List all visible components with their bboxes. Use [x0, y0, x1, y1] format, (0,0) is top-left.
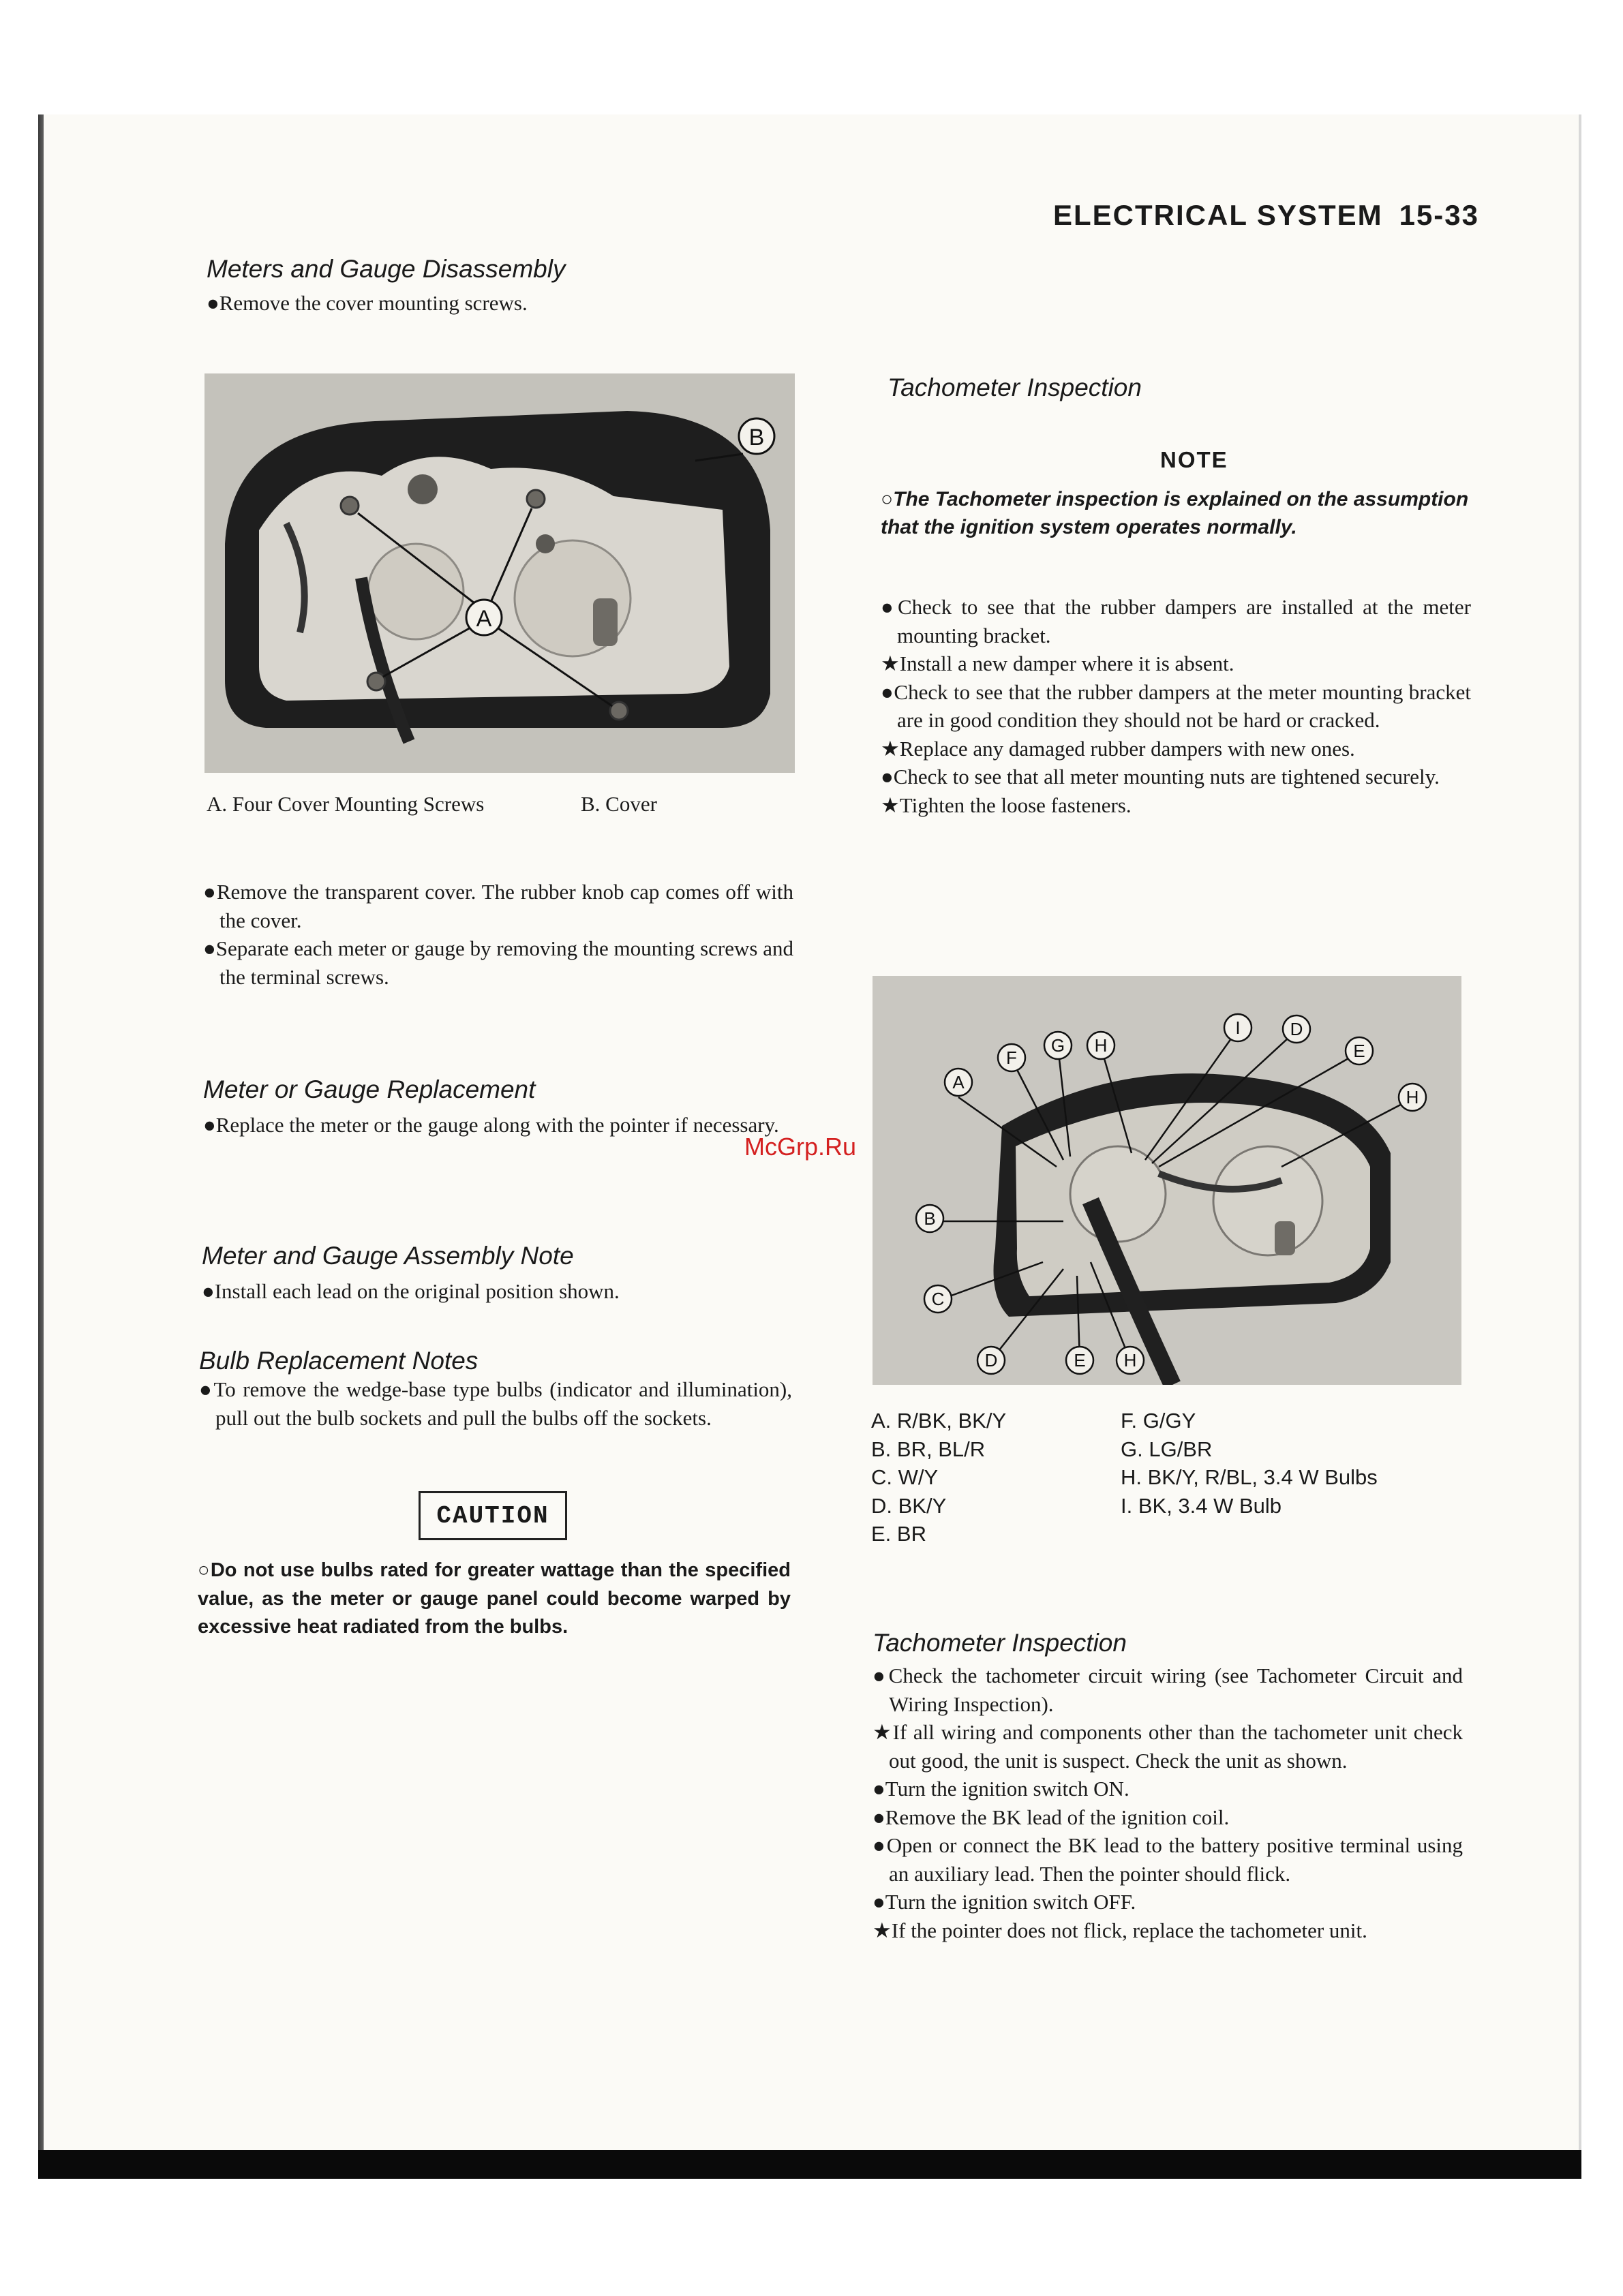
step-mark: ★ — [873, 1918, 892, 1942]
tach2-step — [873, 1775, 1463, 1803]
heading-assembly: Meter and Gauge Assembly Note — [202, 1242, 574, 1270]
step-text: Replace any damaged rubber dampers with new ones. — [899, 736, 1355, 761]
step-mark: ★ — [881, 793, 900, 817]
step-text: Check to see that all meter mounting nuts are tightened securely. — [893, 765, 1440, 789]
tach1-step — [881, 763, 1471, 791]
step-text: If the pointer does not flick, replace the tachometer unit. — [891, 1918, 1367, 1942]
circle-mark: ○ — [198, 1559, 211, 1581]
legend-item: G. LG/BR — [1121, 1437, 1213, 1461]
step-mark: ● — [873, 1805, 885, 1829]
step-mark: ● — [881, 765, 894, 789]
caution-label: CAUTION — [419, 1491, 567, 1540]
section-title: ELECTRICAL SYSTEM — [1053, 199, 1383, 231]
photo2-label-d-top: D — [1290, 1019, 1303, 1039]
legend-item: F. G/GY — [1121, 1409, 1196, 1433]
cover-step — [203, 934, 793, 991]
step-text: Tighten the loose fasteners. — [899, 793, 1132, 817]
bullet-text: Remove the cover mounting screws. — [219, 291, 528, 315]
step-mark: ★ — [881, 652, 900, 675]
legend-item: A. R/BK, BK/Y — [871, 1409, 1007, 1433]
tach1-steps — [881, 593, 1471, 819]
step-text: Open or connect the BK lead to the battery positive terminal using an auxiliary lead. Then the pointer should flick. — [886, 1833, 1463, 1886]
cover-steps — [203, 878, 793, 991]
tach2-step — [873, 1803, 1463, 1832]
photo2-label-h-top: H — [1094, 1035, 1108, 1056]
photo1-caption-a: A. Four Cover Mounting Screws — [207, 792, 485, 816]
tach1-step — [881, 649, 1471, 678]
tach2-step — [873, 1916, 1463, 1945]
photo2-label-a: A — [952, 1072, 965, 1092]
step-mark: ● — [873, 1777, 885, 1801]
meter-cover-illustration — [204, 373, 795, 773]
bullet-dot: ● — [203, 936, 216, 960]
heading-tachometer-2: Tachometer Inspection — [873, 1629, 1127, 1657]
legend-item: H. BK/Y, R/BL, 3.4 W Bulbs — [1121, 1465, 1378, 1489]
tach2-steps — [873, 1662, 1463, 1944]
tach1-step — [881, 735, 1471, 763]
photo2-label-i: I — [1235, 1017, 1241, 1038]
photo2-label-b: B — [924, 1208, 936, 1229]
step-mark: ● — [873, 1833, 887, 1857]
step-text: Check to see that the rubber dampers are installed at the meter mounting bracket. — [897, 595, 1472, 647]
step-mark: ★ — [873, 1720, 893, 1744]
legend-item: C. W/Y — [871, 1465, 939, 1489]
tach2-step — [873, 1831, 1463, 1888]
step-mark: ★ — [881, 736, 900, 761]
tach2-step — [873, 1718, 1463, 1775]
caution-text — [198, 1557, 791, 1642]
tach1-step — [881, 593, 1471, 649]
note-text — [881, 485, 1474, 541]
note-body: The Tachometer inspection is explained on the assumption that the ignition system operates normally. — [881, 488, 1469, 538]
replacement-step — [203, 1111, 793, 1139]
legend-item: E. BR — [871, 1522, 926, 1546]
note-title: NOTE — [1160, 447, 1228, 472]
heading-tachometer-1: Tachometer Inspection — [888, 373, 1142, 401]
photo2-label-h-right: H — [1406, 1087, 1419, 1107]
bullet-text: Install each lead on the original position shown. — [214, 1279, 620, 1303]
step-mark: ● — [881, 595, 898, 619]
step-mark: ● — [881, 679, 894, 704]
step-text: Turn the ignition switch ON. — [885, 1777, 1129, 1801]
heading-bulb: Bulb Replacement Notes — [199, 1347, 479, 1375]
photo-meter-wiring — [873, 976, 1461, 1385]
disassembly-step — [207, 289, 793, 318]
step-text: Install a new damper where it is absent. — [899, 652, 1234, 675]
bullet-dot: ● — [203, 1113, 216, 1137]
bulb-step — [199, 1375, 792, 1432]
page-header — [1053, 199, 1479, 232]
heading-disassembly: Meters and Gauge Disassembly — [207, 255, 566, 283]
photo1-label-b: B — [748, 425, 765, 450]
step-text: Check to see that the rubber dampers at the meter mounting bracket are in good condition they should not be hard or cracked. — [894, 679, 1471, 732]
cover-step — [203, 878, 793, 934]
tach2-step — [873, 1888, 1463, 1916]
photo2-label-e-bottom: E — [1074, 1350, 1086, 1371]
photo2-label-h-bottom: H — [1123, 1350, 1137, 1371]
photo2-label-g: G — [1050, 1035, 1065, 1056]
heading-replacement: Meter or Gauge Replacement — [203, 1075, 536, 1103]
bullet-text: Remove the transparent cover. The rubber knob cap comes off with the cover. — [216, 880, 793, 932]
photo2-label-f: F — [1006, 1047, 1017, 1068]
meter-wiring-illustration — [873, 976, 1461, 1385]
step-text: Remove the BK lead of the ignition coil. — [885, 1805, 1230, 1829]
tach1-step — [881, 791, 1471, 820]
photo2-label-e-top: E — [1353, 1041, 1365, 1061]
legend-item: B. BR, BL/R — [871, 1437, 986, 1461]
legend-item: D. BK/Y — [871, 1493, 947, 1518]
watermark: McGrp.Ru — [744, 1133, 857, 1161]
step-mark: ● — [873, 1890, 885, 1914]
step-mark: ● — [873, 1664, 889, 1687]
legend-left — [871, 1407, 1006, 1548]
page-edge — [1579, 114, 1581, 2159]
bullet-dot: ● — [203, 880, 217, 904]
step-text: Check the tachometer circuit wiring (see Tachometer Circuit and Wiring Inspection). — [888, 1664, 1463, 1716]
step-text: If all wiring and components other than the tachometer unit check out good, the unit is suspect. Check the unit as shown. — [889, 1720, 1463, 1773]
bullet-text: Replace the meter or the gauge along with the pointer if necessary. — [215, 1113, 779, 1137]
bullet-dot: ● — [199, 1377, 214, 1401]
bullet-text: Separate each meter or gauge by removing the mounting screws and the terminal screws. — [215, 936, 793, 989]
tach2-step — [873, 1662, 1463, 1718]
legend-item: I. BK, 3.4 W Bulb — [1121, 1493, 1282, 1518]
tach1-step — [881, 678, 1471, 735]
photo1-label-a: A — [476, 606, 492, 632]
step-text: Turn the ignition switch OFF. — [885, 1890, 1136, 1914]
bullet-dot: ● — [202, 1279, 215, 1303]
photo2-label-d-bottom: D — [984, 1350, 998, 1371]
scan-bottom-band — [38, 2150, 1581, 2179]
legend-right — [1121, 1407, 1378, 1520]
page-number: 15-33 — [1399, 199, 1480, 231]
assembly-step — [202, 1277, 795, 1306]
caution-body: Do not use bulbs rated for greater wattage than the specified value, as the meter or gauge panel could become warped by excessive heat radiated from the bulbs. — [198, 1559, 791, 1638]
bullet-text: To remove the wedge-base type bulbs (indicator and illumination), pull out the bulb sockets and pull the bulbs off the sockets. — [213, 1377, 793, 1430]
photo2-label-c: C — [931, 1289, 945, 1309]
bullet-dot: ● — [207, 291, 219, 315]
circle-mark: ○ — [881, 488, 894, 510]
photo-meter-cover — [204, 373, 795, 773]
photo1-caption-b: B. Cover — [581, 792, 657, 816]
